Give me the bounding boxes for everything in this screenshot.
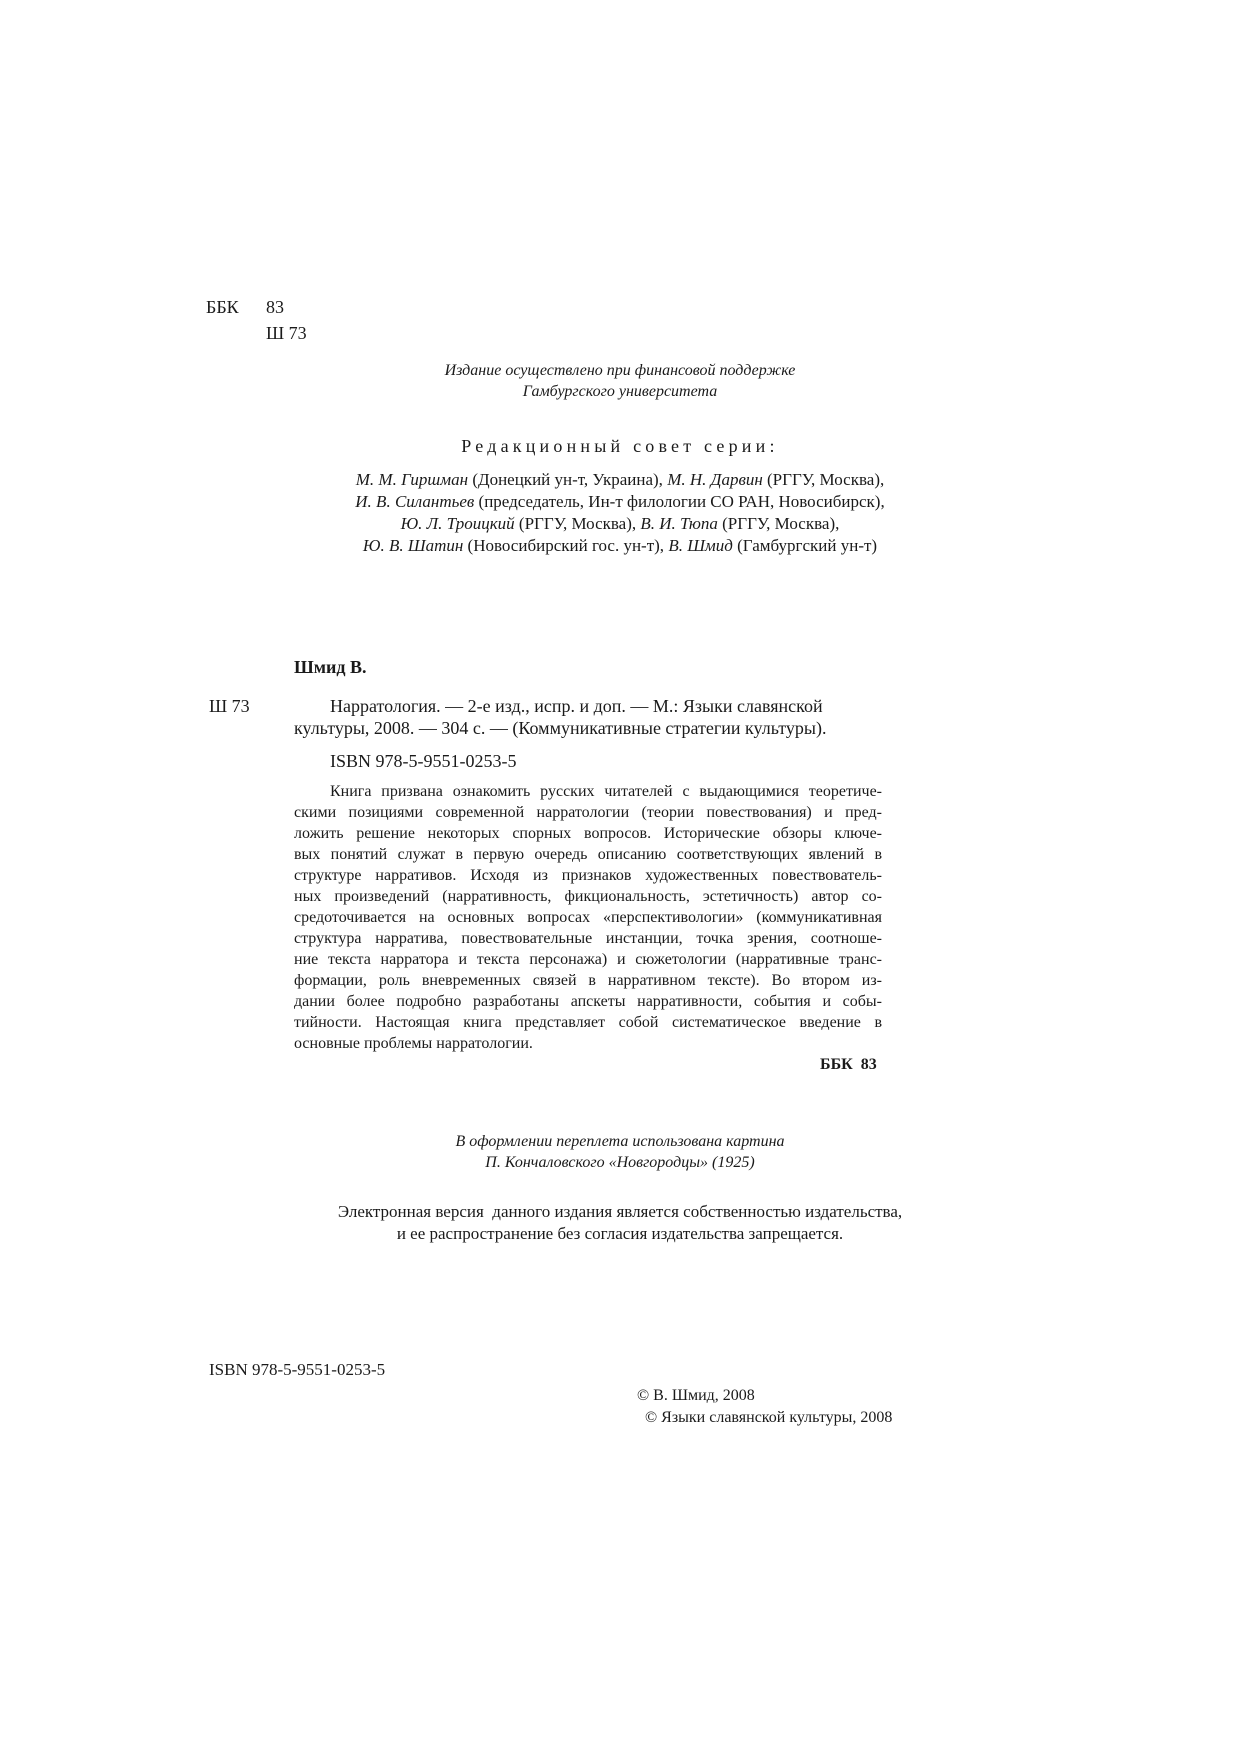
annotation-line: тийности. Настоящая книга представляет собой систематическое введение в: [294, 1014, 882, 1031]
sponsorship-note: [320, 360, 920, 402]
bottom-isbn: ISBN 978-5-9551-0253-5: [209, 1360, 386, 1379]
board-member-affiliation: (РГГУ, Москва),: [762, 470, 885, 489]
board-member-affiliation: (председатель, Ин-т филологии СО РАН, Новосибирск),: [474, 492, 885, 511]
editorial-board-line: [270, 491, 970, 513]
editorial-board-line: [270, 535, 970, 557]
annotation-line: структура нарратива, повествовательные инстанции, точка зрения, соотноше-: [294, 930, 882, 947]
copyright-1: © В. Шмид, 2008: [637, 1387, 755, 1404]
board-member-affiliation: (Донецкий ун-т, Украина),: [468, 470, 668, 489]
bibliography-line-2: культуры, 2008. — 304 с. — (Коммуникативные стратегии культуры).: [294, 718, 827, 738]
copyright-2: © Языки славянской культуры, 2008: [645, 1409, 893, 1426]
board-member-affiliation: (РГГУ, Москва),: [717, 514, 840, 533]
annotation-line: структуре нарративов. Исходя из признаков художественных повествователь-: [294, 867, 882, 884]
board-member-affiliation: (РГГУ, Москва),: [514, 514, 641, 533]
annotation-line: формации, роль вневременных связей в нарративном тексте). Во втором из-: [294, 972, 882, 989]
catalog-bibliography: [294, 695, 882, 739]
cover-note-line-2: П. Кончаловского «Новгородцы» (1925): [485, 1154, 755, 1171]
board-member-name: Ю. В. Шатин: [362, 536, 464, 555]
board-member-affiliation: (Гамбургский ун-т): [732, 536, 878, 555]
catalog-isbn: ISBN 978-5-9551-0253-5: [330, 751, 517, 771]
cover-note: [320, 1131, 920, 1173]
bibliography-line-1: Нарратология. — 2-е изд., испр. и доп. — М.: Языки славянской: [330, 696, 823, 716]
bbk-label: ББК: [206, 297, 239, 317]
annotation-line: скими позициями современной нарратологии (теории повествования) и пред-: [294, 804, 882, 821]
annotation-line: ложить решение некоторых спорных вопросов. Исторические обзоры ключе-: [294, 825, 882, 842]
board-member-name: В. Шмид: [668, 536, 733, 555]
sponsorship-line-1: Издание осуществлено при финансовой поддержке: [444, 362, 796, 379]
catalog-mark: Ш 73: [209, 696, 250, 716]
annotation-line: средоточивается на основных вопросах «перспективологии» (коммуникативная: [294, 909, 882, 926]
editorial-board-line: [270, 513, 970, 535]
sponsorship-line-2: Гамбургского университета: [522, 383, 718, 400]
annotation-line: основные проблемы нарратологии.: [294, 1035, 533, 1052]
annotation-line: ние текста нарратора и текста персонажа) и сюжетологии (нарративные транс-: [294, 951, 882, 968]
author-mark: Ш 73: [266, 323, 307, 343]
editorial-board-heading: Редакционный совет серии:: [461, 436, 779, 456]
board-member-name: М. М. Гиршман: [355, 470, 469, 489]
electronic-version-notice: [270, 1201, 970, 1245]
editorial-board-line: [270, 469, 970, 491]
board-member-affiliation: (Новосибирский гос. ун-т),: [463, 536, 669, 555]
annotation-line: Книга призвана ознакомить русских читателей с выдающимися теоретиче-: [330, 783, 882, 800]
board-member-name: М. Н. Дарвин: [667, 470, 763, 489]
cover-note-line-1: В оформлении переплета использована картина: [455, 1133, 785, 1150]
bbk-code: 83: [266, 297, 284, 317]
notice-line-2: и ее распространение без согласия издательства запрещается.: [396, 1224, 844, 1243]
editorial-board-list: [270, 469, 970, 557]
annotation-line: дании более подробно разработаны апскеты нарративности, события и собы-: [294, 993, 882, 1010]
board-member-name: Ю. Л. Троицкий: [400, 514, 515, 533]
notice-line-1: Электронная версия данного издания является собственностью издательства,: [337, 1202, 903, 1221]
board-member-name: И. В. Силантьев: [355, 492, 475, 511]
annotation-line: вых понятий служат в первую очередь описанию соответствующих явлений в: [294, 846, 882, 863]
catalog-bbk-footer: ББК 83: [820, 1056, 877, 1073]
catalog-author-heading: Шмид В.: [294, 657, 367, 677]
board-member-name: В. И. Тюпа: [640, 514, 718, 533]
annotation-line: ных произведений (нарративность, фикциональность, эстетичность) автор со-: [294, 888, 882, 905]
catalog-annotation: [294, 781, 882, 1054]
